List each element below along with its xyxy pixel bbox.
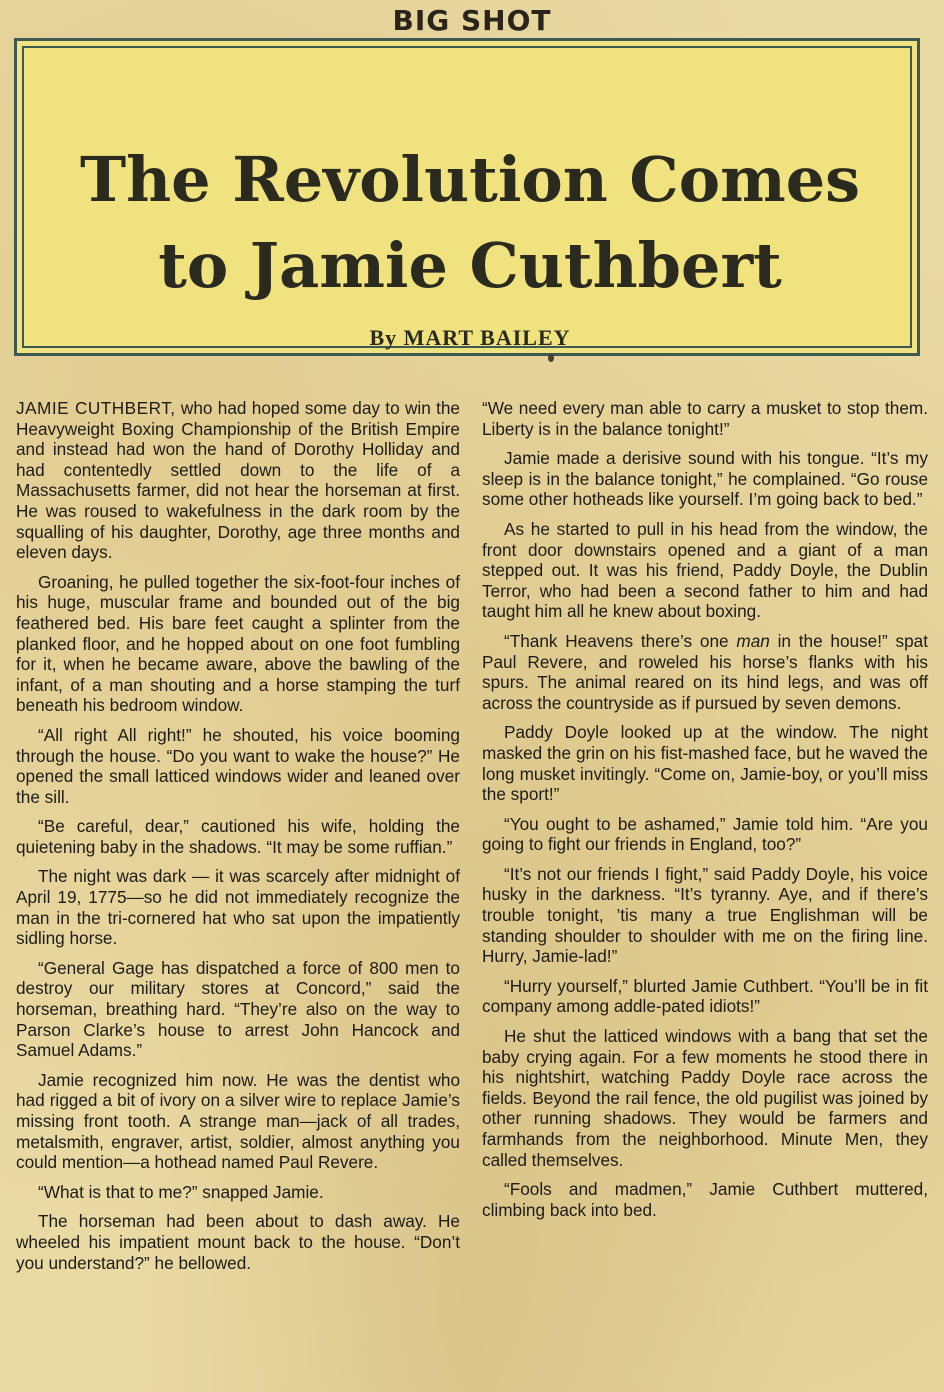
paragraph <box>482 631 928 713</box>
title-panel <box>14 38 920 356</box>
masthead: BIG SHOT <box>392 4 552 37</box>
emphasized-word: man <box>736 630 770 651</box>
story-title: The Revolution Comes to Jamie Cuthbert <box>79 143 861 302</box>
ink-speck <box>548 354 554 362</box>
paragraph-text: who had hoped some day to win the Heavyweight Boxing Championship of the British Empire and instead had won the hand of Dorothy Holliday and had contentedly settled down to the life of a Massachusetts farmer, did not hear the horseman at first. He was roused to wakefulness in the dark room by the squalling of his daughter, Dorothy, age three months and eleven days. <box>16 398 460 563</box>
paragraph <box>16 398 460 563</box>
article-column-right <box>482 398 928 1229</box>
paragraph: “Be careful, dear,” cautioned his wife, holding the quietening baby in the shadows. “It may be some ruffian.” <box>16 816 460 857</box>
paragraph: Jamie recognized him now. He was the dentist who had rigged a bit of ivory on a silver wire to replace Jamie’s missing front tooth. A strange man—jack of all trades, metalsmith, engraver, artist, soldier, almost anything you could mention—a hothead named Paul Revere. <box>16 1069 460 1173</box>
paragraph: “We need every man able to carry a musket to stop them. Liberty is in the balance tonight!” <box>482 398 928 439</box>
paragraph: “All right All right!” he shouted, his voice booming through the house. “Do you want to wake the house?” He opened the small latticed windows wider and leaned over the sill. <box>16 724 460 807</box>
paragraph: “You ought to be ashamed,” Jamie told him. “Are you going to fight our friends in England, too?” <box>482 813 928 855</box>
paragraph-text: in the house!” spat Paul Revere, and roweled his horse’s flanks with his spurs. The animal reared on its hind legs, and was off across the countryside as if pursued by seven demons. <box>482 630 928 713</box>
paragraph: As he started to pull in his head from the window, the front door downstairs opened and a giant of a man stepped out. It was his friend, Paddy Doyle, the Dublin Terror, who had been a second father to him and had taught him all he knew about boxing. <box>482 518 928 622</box>
paragraph: The horseman had been about to dash away. He wheeled his impatient mount back to the house. “Don’t you understand?” he bellowed. <box>16 1211 460 1273</box>
article-column-left <box>16 398 460 1282</box>
paragraph: “General Gage has dispatched a force of 800 men to destroy our military stores at Concord,” said the horseman, breathing hard. “They’re also on the way to Parson Clarke’s house to arrest John Hancock and Samuel Adams.” <box>16 957 460 1061</box>
paragraph: Groaning, he pulled together the six-foot-four inches of his huge, muscular frame and bounded out of the big feathered bed. His bare feet caught a splinter from the planked floor, and he hopped about on one foot fumbling for it, when he became aware, above the bawling of the infant, of a man shouting and a horse stamping the turf beneath his bedroom window. <box>16 571 460 716</box>
paragraph-text: “Thank Heavens there’s one <box>504 630 737 651</box>
paragraph: Paddy Doyle looked up at the window. The night masked the grin on his fist-mashed face, but he waved the long musket invitingly. “Come on, Jamie-boy, or you’ll miss the sport!” <box>482 722 928 805</box>
lead-in-caps: JAMIE CUTHBERT, <box>16 398 176 418</box>
paragraph: “Fools and madmen,” Jamie Cuthbert muttered, climbing back into bed. <box>482 1179 928 1220</box>
paragraph: The night was dark — it was scarcely after midnight of April 19, 1775—so he did not immediately recognize the man in the tri-cornered hat who sat upon the impatiently sidling horse. <box>16 866 460 949</box>
paragraph: “Hurry yourself,” blurted Jamie Cuthbert. “You’ll be in fit company among addle-pated idiots!” <box>482 975 928 1017</box>
paragraph: He shut the latticed windows with a bang that set the baby crying again. For a few moments he stood there in his nightshirt, watching Paddy Doyle race across the fields. Beyond the rail fence, the old pugilist was joined by other running shadows. They would be farmers and farmhands from the neighborhood. Minute Men, they called themselves. <box>482 1026 928 1170</box>
paragraph: “It’s not our friends I fight,” said Paddy Doyle, his voice husky in the darkness. “It’s tyranny. Aye, and if there’s trouble tonight, ’tis many a true Englishman will be standing shoulder to shoulder with me on the firing line. Hurry, Jamie-lad!” <box>482 863 928 967</box>
paragraph: Jamie made a derisive sound with his tongue. “It’s my sleep is in the balance tonight,” he complained. “Go rouse some other hotheads like yourself. I’m going back to bed.” <box>482 448 928 510</box>
paragraph: “What is that to me?” snapped Jamie. <box>38 1181 324 1202</box>
byline: By MART BAILEY <box>369 325 571 350</box>
